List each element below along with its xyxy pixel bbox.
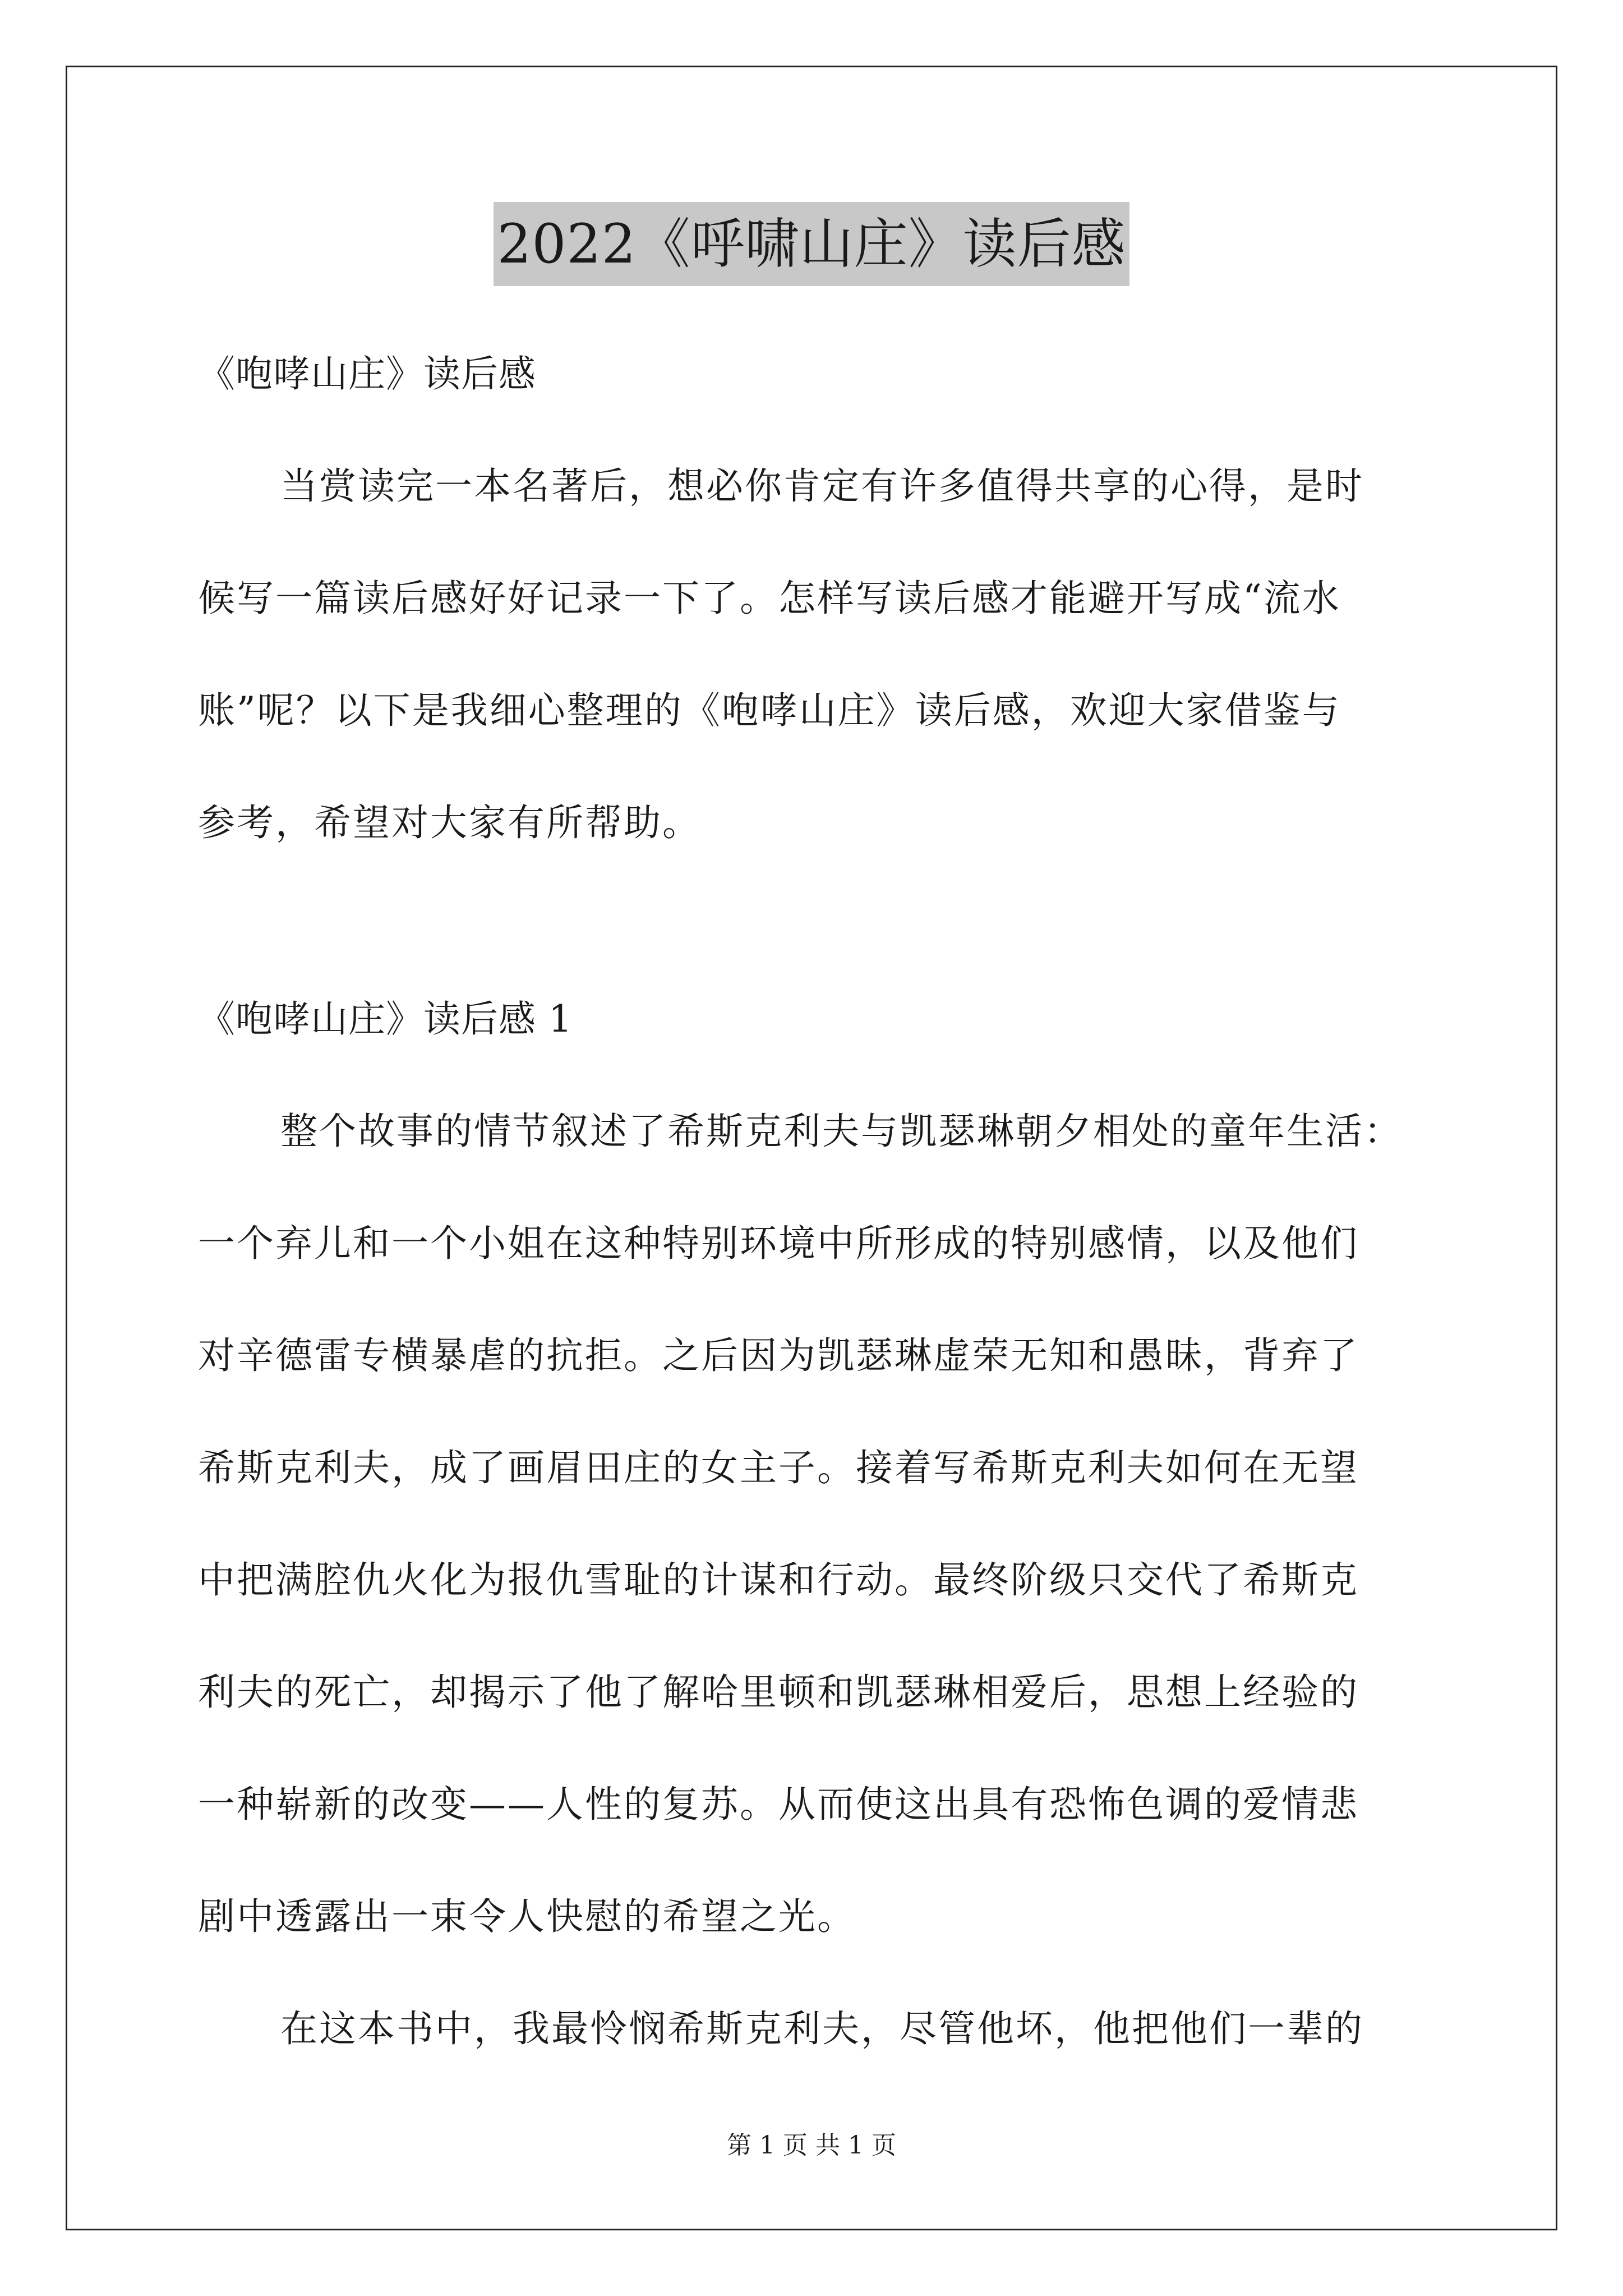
intro-line: 当赏读完一本名著后，想必你肯定有许多值得共享的心得，是时 [280, 464, 1364, 508]
section-heading: 《咆哮山庄》读后感 1 [198, 997, 573, 1041]
page-number: 第 1 页 共 1 页 [727, 2131, 896, 2160]
paragraph-line: 对辛德雷专横暴虐的抗拒。之后因为凯瑟琳虚荣无知和愚昧，背弃了 [198, 1334, 1359, 1377]
intro-line: 账”呢？以下是我细心整理的《咆哮山庄》读后感，欢迎大家借鉴与 [198, 689, 1341, 732]
document-subtitle: 《咆哮山庄》读后感 [198, 352, 536, 395]
paragraph-line: 整个故事的情节叙述了希斯克利夫与凯瑟琳朝夕相处的童年生活： [280, 1110, 1403, 1153]
paragraph-line: 剧中透露出一束令人快慰的希望之光。 [198, 1895, 856, 1938]
intro-line: 参考，希望对大家有所帮助。 [198, 801, 701, 844]
paragraph-line: 一种崭新的改变——人性的复苏。从而使这出具有恐怖色调的爱情悲 [198, 1783, 1359, 1826]
paragraph-line: 中把满腔仇火化为报仇雪耻的计谋和行动。最终阶级只交代了希斯克 [198, 1558, 1359, 1602]
intro-line: 候写一篇读后感好好记录一下了。怎样写读后感才能避开写成“流水 [198, 577, 1341, 620]
paragraph-line: 在这本书中，我最怜悯希斯克利夫，尽管他坏，他把他们一辈的 [280, 2007, 1364, 2050]
paragraph-line: 希斯克利夫，成了画眉田庄的女主子。接着写希斯克利夫如何在无望 [198, 1446, 1359, 1489]
paragraph-line: 一个弃儿和一个小姐在这种特别环境中所形成的特别感情，以及他们 [198, 1222, 1359, 1265]
document-title-text: 2022《呼啸山庄》读后感 [494, 202, 1129, 286]
document-title [0, 202, 1623, 286]
paragraph-line: 利夫的死亡，却揭示了他了解哈里顿和凯瑟琳相爱后，思想上经验的 [198, 1671, 1359, 1714]
